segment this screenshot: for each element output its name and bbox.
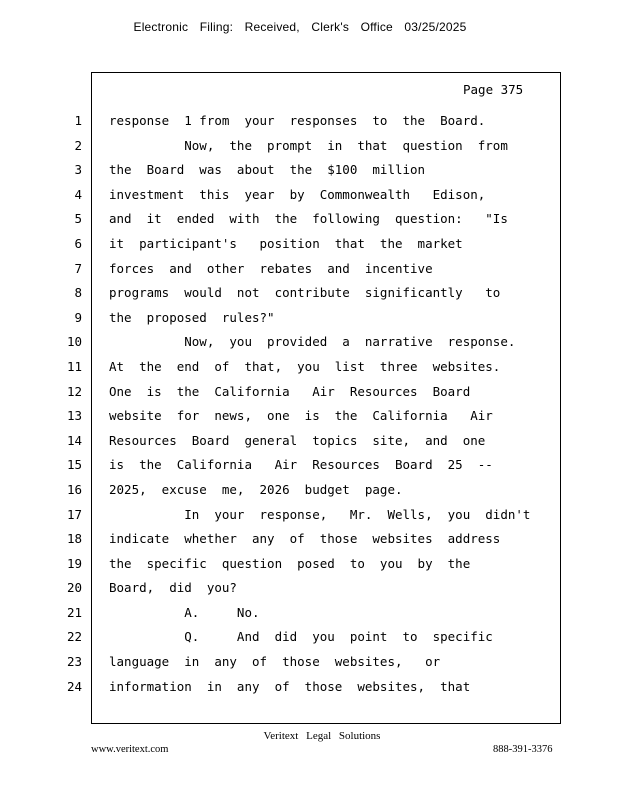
footer-website: www.veritext.com: [91, 744, 169, 755]
line-number: 2: [74, 137, 82, 153]
transcript-line: One is the California Air Resources Board: [109, 383, 471, 399]
footer-company: Veritext Legal Solutions: [263, 730, 381, 742]
line-number: 11: [66, 358, 82, 374]
line-number: 23: [66, 654, 82, 670]
transcript-line: the specific question posed to you by the: [109, 555, 471, 571]
filing-header: Electronic Filing: Received, Clerk's Office 03/25/2025: [133, 20, 467, 34]
line-number: 6: [74, 235, 82, 251]
line-number: 9: [74, 309, 82, 325]
line-number: 4: [74, 186, 82, 202]
line-number: 16: [66, 481, 82, 497]
transcript-line: Q. And did you point to specific: [109, 629, 493, 645]
line-number: 20: [66, 580, 82, 596]
line-number: 22: [66, 629, 82, 645]
transcript-line: investment this year by Commonwealth Edison,: [109, 186, 486, 202]
transcript-body: [109, 113, 549, 703]
transcript-line: information in any of those websites, that: [109, 678, 471, 694]
line-number: 15: [66, 457, 82, 473]
line-number-column: [60, 113, 82, 703]
line-number: 7: [74, 260, 82, 276]
transcript-line: forces and other rebates and incentive: [109, 260, 433, 276]
transcript-line: language in any of those websites, or: [109, 654, 441, 670]
line-number: 8: [74, 285, 82, 301]
line-number: 24: [66, 678, 82, 694]
transcript-line: the proposed rules?": [109, 309, 275, 325]
transcript-line: and it ended with the following question: "Is: [109, 211, 508, 227]
transcript-line: the Board was about the $100 million: [109, 162, 426, 178]
transcript-line: At the end of that, you list three websites.: [109, 358, 501, 374]
transcript-line: 2025, excuse me, 2026 budget page.: [109, 481, 403, 497]
line-number: 3: [74, 162, 82, 178]
transcript-line: In your response, Mr. Wells, you didn't: [109, 506, 531, 522]
transcript-line: indicate whether any of those websites address: [109, 531, 501, 547]
page-number: Page 375: [463, 82, 524, 97]
line-number: 13: [66, 408, 82, 424]
line-number: 5: [74, 211, 82, 227]
transcript-line: Board, did you?: [109, 580, 237, 596]
transcript-line: website for news, one is the California Air: [109, 408, 493, 424]
line-number: 14: [66, 432, 82, 448]
transcript-line: Resources Board general topics site, and one: [109, 432, 486, 448]
transcript-line: Now, the prompt in that question from: [109, 137, 508, 153]
transcript-line: A. No.: [109, 604, 260, 620]
line-number: 12: [66, 383, 82, 399]
line-number: 19: [66, 555, 82, 571]
line-number: 21: [66, 604, 82, 620]
transcript-line: response 1 from your responses to the Board.: [109, 113, 486, 128]
transcript-line: it participant's position that the market: [109, 235, 463, 251]
footer-phone: 888-391-3376: [493, 744, 553, 755]
line-number: 17: [66, 506, 82, 522]
line-number: 10: [66, 334, 82, 350]
line-number: 1: [74, 113, 82, 128]
transcript-line: programs would not contribute significantly to: [109, 285, 501, 301]
line-number: 18: [66, 531, 82, 547]
transcript-line: Now, you provided a narrative response.: [109, 334, 516, 350]
transcript-line: is the California Air Resources Board 25 --: [109, 457, 493, 473]
